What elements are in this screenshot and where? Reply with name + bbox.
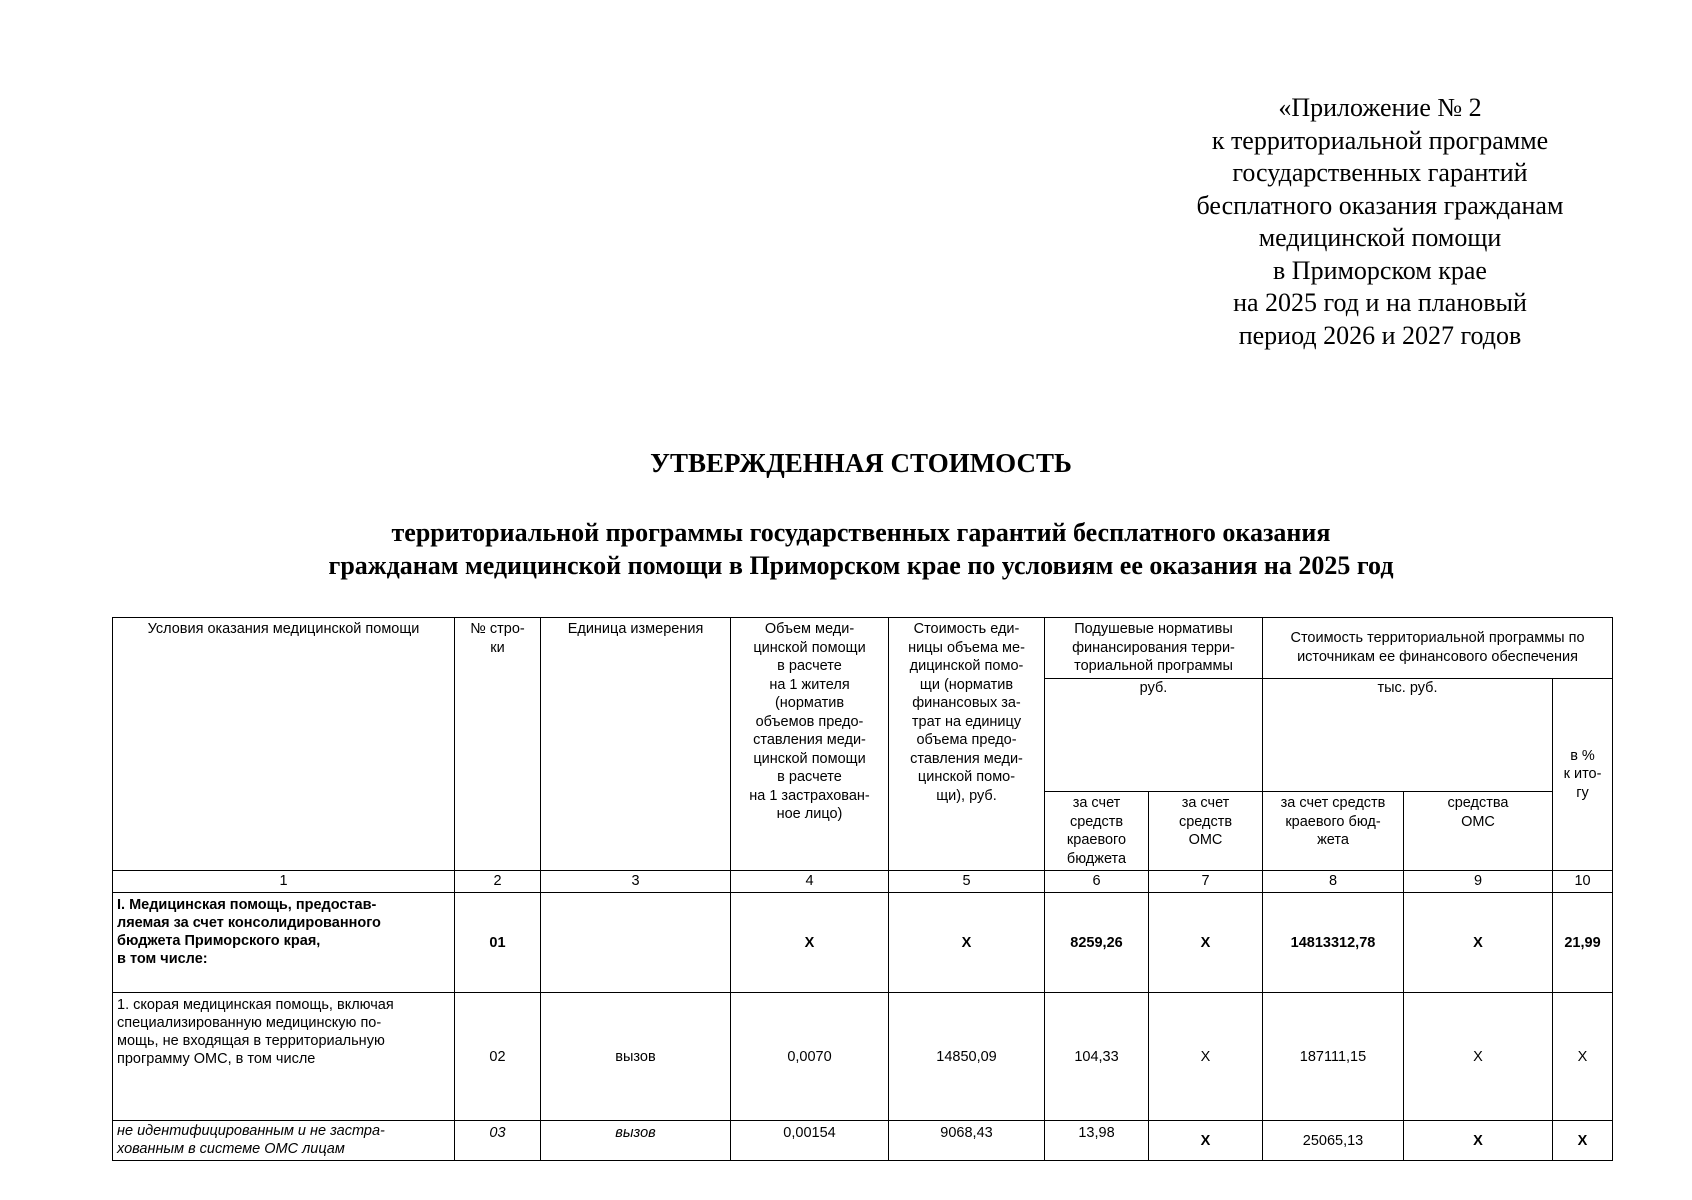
row-per-capita-budget: 104,33	[1045, 993, 1149, 1121]
row-cost-budget: 25065,13	[1263, 1121, 1404, 1161]
appendix-line: к территориальной программе	[1211, 125, 1549, 155]
header-cost-oms: средства ОМС	[1404, 792, 1553, 871]
table-row	[113, 1121, 1613, 1161]
table-row	[113, 893, 1613, 993]
row-volume: X	[731, 893, 889, 993]
row-percent: 21,99	[1553, 893, 1613, 993]
row-percent: X	[1553, 1121, 1613, 1161]
appendix-line: бесплатного оказания гражданам	[1196, 190, 1564, 220]
column-number: 8	[1263, 871, 1404, 893]
header-per-capita: Подушевые нормативы финансирования терри- ториальной программы	[1045, 618, 1263, 679]
row-cost-budget: 187111,15	[1263, 993, 1404, 1121]
column-number: 3	[541, 871, 731, 893]
column-number: 7	[1149, 871, 1263, 893]
row-unit: вызов	[541, 1121, 731, 1161]
row-cost-oms: X	[1404, 1121, 1553, 1161]
header-per-capita-budget: за счет средств краевого бюджета	[1045, 792, 1149, 871]
row-no: 03	[455, 1121, 541, 1161]
row-per-capita-oms: X	[1149, 1121, 1263, 1161]
document-subtitle	[0, 516, 1692, 582]
header-volume: Объем меди- цинской помощи в расчете на 1 жителя (норматив объемов предо- ставления меди- цинской помощи в расчете на 1 застрахован- ное лицо)	[731, 618, 889, 871]
row-per-capita-budget: 8259,26	[1045, 893, 1149, 993]
row-condition: 1. скорая медицинская помощь, включая специализированную медицинскую по- мощь, не входящая в территориальную программу ОМС, в том числе	[113, 993, 455, 1121]
row-unit-cost: X	[889, 893, 1045, 993]
header-unit-cost: Стоимость еди- ницы объема ме- дицинской помо- щи (норматив финансовых за- трат на единицу объема предо- ставления меди- цинской помо- щи), руб.	[889, 618, 1045, 871]
appendix-line: государственных гарантий	[1232, 158, 1528, 187]
cost-table	[112, 617, 1613, 1161]
header-unit: Единица измерения	[541, 618, 731, 871]
document-title: УТВЕРЖДЕННАЯ СТОИМОСТЬ	[650, 448, 1072, 478]
row-percent: X	[1553, 993, 1613, 1121]
row-unit: вызов	[541, 993, 731, 1121]
row-volume: 0,0070	[731, 993, 889, 1121]
column-number: 5	[889, 871, 1045, 893]
row-no: 01	[455, 893, 541, 993]
appendix-line: период 2026 и 2027 годов	[1238, 320, 1522, 350]
column-number: 1	[113, 871, 455, 893]
row-unit-cost: 14850,09	[889, 993, 1045, 1121]
row-unit-cost: 9068,43	[889, 1121, 1045, 1161]
row-cost-oms: X	[1404, 893, 1553, 993]
appendix-line: в Приморском крае	[1273, 255, 1487, 285]
header-cost-budget: за счет средств краевого бюд- жета	[1263, 792, 1404, 871]
column-number: 2	[455, 871, 541, 893]
row-no: 02	[455, 993, 541, 1121]
subtitle-line: гражданам медицинской помощи в Приморском крае по условиям ее оказания на 2025 год	[328, 551, 1394, 580]
appendix-header	[1145, 92, 1615, 352]
row-volume: 0,00154	[731, 1121, 889, 1161]
appendix-line: медицинской помощи	[1258, 223, 1502, 252]
row-per-capita-budget: 13,98	[1045, 1121, 1149, 1161]
header-per-capita-unit: руб.	[1045, 678, 1263, 792]
header-conditions: Условия оказания медицинской помощи	[113, 618, 455, 871]
column-number: 4	[731, 871, 889, 893]
appendix-line: «Приложение № 2	[1278, 93, 1482, 122]
header-per-capita-oms: за счет средств ОМС	[1149, 792, 1263, 871]
row-condition: I. Медицинская помощь, предостав- ляемая за счет консолидированного бюджета Приморского края, в том числе:	[113, 893, 455, 993]
appendix-line: на 2025 год и на плановый	[1233, 288, 1527, 317]
column-number: 9	[1404, 871, 1553, 893]
row-condition: не идентифицированным и не застра- хованным в системе ОМС лицам	[113, 1121, 455, 1161]
column-numbers-row	[113, 871, 1613, 893]
row-cost-budget: 14813312,78	[1263, 893, 1404, 993]
row-unit	[541, 893, 731, 993]
table-row	[113, 993, 1613, 1121]
column-number: 6	[1045, 871, 1149, 893]
row-cost-oms: X	[1404, 993, 1553, 1121]
row-per-capita-oms: X	[1149, 993, 1263, 1121]
header-program-cost: Стоимость территориальной программы по источникам ее финансового обеспечения	[1263, 618, 1613, 679]
header-percent: в % к ито- гу	[1553, 678, 1613, 871]
header-program-cost-unit: тыс. руб.	[1263, 678, 1553, 792]
subtitle-line: территориальной программы государственных гарантий бесплатного оказания	[391, 518, 1331, 547]
row-per-capita-oms: X	[1149, 893, 1263, 993]
header-row-no: № стро- ки	[455, 618, 541, 871]
column-number: 10	[1553, 871, 1613, 893]
